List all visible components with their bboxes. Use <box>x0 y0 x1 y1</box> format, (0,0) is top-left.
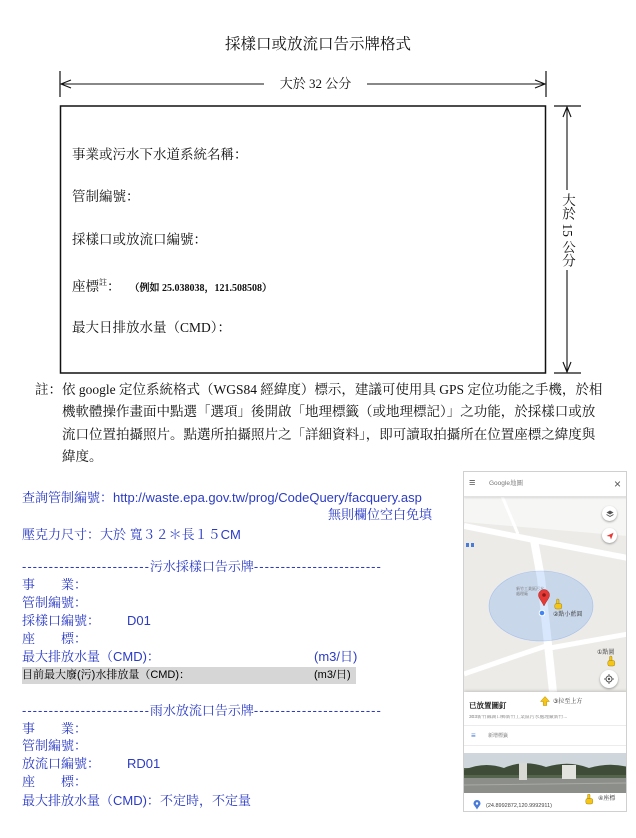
rain-max-flow-value: 不定時，不定量 <box>159 793 251 808</box>
board-control-no: 管制編號： <box>72 189 140 204</box>
crosshair-icon <box>604 674 614 684</box>
height-dimension-label: 大於 15 公分 <box>559 190 575 270</box>
sewage-sign-heading-row <box>22 559 382 574</box>
board-coord-example: （例如 25.038038，121.508508） <box>134 283 272 294</box>
board-coord-label: 座標 <box>72 279 99 294</box>
navigation-arrow-icon <box>606 532 614 540</box>
board-max-daily-flow: 最大日排放水量（CMD）： <box>72 320 232 335</box>
sewage-outlet-value: D01 <box>127 613 151 628</box>
compass-button <box>602 528 617 543</box>
step3-label: ③拉至上方 <box>553 699 583 705</box>
current-location-dot <box>539 610 545 616</box>
rain-business: 事 業： <box>22 721 88 736</box>
rain-max-flow-label: 最大排放水量（CMD)： <box>22 793 160 808</box>
label-row-icon: ≡ <box>471 731 476 740</box>
sewage-outlet-label: 採樣口編號： <box>22 613 101 628</box>
step2-label: ②點小藍圓 <box>553 612 583 618</box>
note-line-4: 緯度。 <box>62 449 103 464</box>
note-prefix: 註： <box>35 382 62 397</box>
current-max-flow-unit: (m3/日) <box>314 669 351 681</box>
sewage-control-no: 管制編號： <box>22 595 88 610</box>
sewage-business: 事 業： <box>22 577 88 592</box>
menu-icon: ≡ <box>469 477 476 489</box>
rain-coord: 座 標： <box>22 774 88 789</box>
note-text-1: 依 google 定位系統格式（WGS84 經緯度）標示，建議可使用具 GPS 定位功能之手機，於相 <box>62 382 603 397</box>
coordinates-readout: (24.8992872,120.9992911) <box>486 803 552 809</box>
blank-hint: 無則欄位空白免填 <box>328 507 433 522</box>
step4-label: ④座標 <box>598 796 616 802</box>
query-line <box>22 490 422 505</box>
map-pin-label: 新竹工業區污水處理廠 <box>516 586 544 596</box>
current-max-flow-label: 目前最大廢(污)水排放量（CMD)： <box>22 669 191 681</box>
rain-control-no: 管制編號： <box>22 738 88 753</box>
panel-address: 303新竹縣湖口鄉新竹工業區污水處理廠新竹... <box>469 715 568 720</box>
rain-dashes-left: ------------------------ <box>22 703 150 718</box>
sewage-dashes-left: ------------------------ <box>22 559 150 574</box>
panel-title: 已放置圖釘 <box>469 701 507 710</box>
sewage-dashes-right: ------------------------ <box>253 559 382 574</box>
board-coord-colon: ： <box>107 279 121 294</box>
board-coord-note-mark: 註 <box>99 278 107 287</box>
acrylic-size: 壓克力尺寸：大於 寬３２＊長１５CM <box>22 527 241 542</box>
note-line-2: 機軟體操作畫面中點選「選項」後開啟「地理標籤（或地理標記）」之功能，於採樣口或放 <box>62 404 596 419</box>
map-side-icon <box>466 543 469 547</box>
close-icon: × <box>613 477 621 491</box>
rain-max-flow-line <box>22 793 251 808</box>
note-line-3: 流口位置拍攝照片。點選所拍攝照片之「詳細資料」，即可讀取拍攝所在位置座標之緯度與 <box>62 427 596 442</box>
rain-outlet-value: RD01 <box>127 756 161 771</box>
location-pin-icon <box>473 800 481 810</box>
board-coordinate-line <box>72 275 272 297</box>
rain-sign-heading: 雨水放流口告示牌 <box>149 703 254 718</box>
layers-button <box>602 506 617 521</box>
up-arrow-icon <box>540 696 550 706</box>
query-label: 查詢管制編號： <box>22 490 114 505</box>
maps-top-bar <box>464 472 627 497</box>
width-dimension-label: 大於 32 公分 <box>264 76 367 92</box>
sewage-max-flow-unit: (m3/日) <box>314 649 358 664</box>
rain-sign-heading-row <box>22 703 382 718</box>
hand-pointer-icon <box>585 794 595 805</box>
sewage-coord: 座 標： <box>22 631 88 646</box>
panel-divider <box>464 745 627 746</box>
layers-icon <box>606 510 614 518</box>
page-title: 採樣口或放流口告示牌格式 <box>224 36 411 53</box>
dropped-pin-panel <box>464 692 627 812</box>
map-side-icon <box>471 543 474 547</box>
panel-divider <box>464 725 627 726</box>
maps-app-title: Google地圖 <box>489 480 523 487</box>
street-view-photo <box>464 753 627 793</box>
note-line-1 <box>35 382 602 398</box>
sewage-max-flow-label: 最大排放水量（CMD)： <box>22 649 160 664</box>
my-location-button <box>600 670 618 688</box>
rain-outlet-label: 放流口編號： <box>22 756 101 771</box>
location-accuracy-circle <box>489 571 593 641</box>
sewage-sign-heading: 污水採樣口告示牌 <box>149 559 254 574</box>
step1-label: ①點圖 <box>597 650 615 656</box>
label-row-text: 新增標籤 <box>488 733 509 739</box>
board-system-name: 事業或污水下水道系統名稱： <box>72 147 248 162</box>
rain-dashes-right: ------------------------ <box>253 703 382 718</box>
query-url: http://waste.epa.gov.tw/prog/CodeQuery/facquery.asp <box>113 490 422 505</box>
google-maps-phone-screenshot <box>463 471 627 812</box>
board-outlet-no: 採樣口或放流口編號： <box>72 232 207 247</box>
